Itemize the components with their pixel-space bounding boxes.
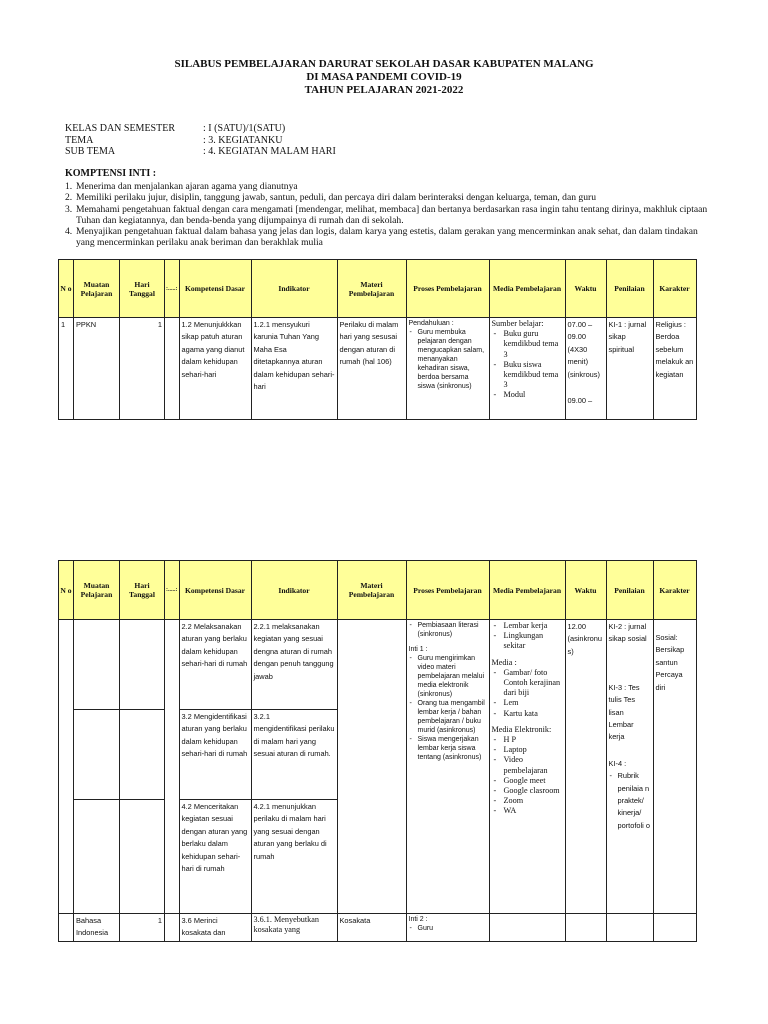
cell-kd: 4.2 Menceritakan kegiatan sesuai dengan aturan yang berlaku dalam kehidupan sehari-hari di rumah: [179, 800, 251, 914]
cell-no: [59, 914, 74, 942]
info-key: KELAS DAN SEMESTER: [65, 123, 176, 134]
cell-no: [59, 620, 74, 914]
table-header-row: [59, 260, 697, 318]
media-item: - Buku guru kemdikbud tema 3: [492, 329, 563, 360]
title-line-1: SILABUS PEMBELAJARAN DARURAT SEKOLAH DASAR KABUPATEN MALANG: [174, 58, 594, 70]
col-header-hari: Hari Tanggal: [120, 561, 165, 620]
col-header-dots: :.....:: [165, 561, 180, 620]
proses-item: - Guru: [409, 924, 487, 933]
col-header-media: Media Pembelajaran: [489, 260, 565, 318]
proses-title: Pendahuluan :: [408, 320, 454, 327]
col-header-proses: Proses Pembelajaran: [406, 260, 489, 318]
col-header-waktu: Waktu: [565, 561, 606, 620]
col-header-muatan: Muatan Pelajaran: [74, 260, 120, 318]
cell-penilaian: [606, 914, 653, 942]
media-item: - Lingkungan sekitar: [492, 631, 563, 651]
cell-kd: 3.6 Merinci kosakata dan: [179, 914, 251, 942]
col-header-karakter: Karakter: [653, 561, 696, 620]
cell-proses: [406, 318, 489, 420]
cell-media: [489, 318, 565, 420]
cell-waktu: 12.00 (asinkronu s): [565, 620, 606, 914]
col-header-materi: Materi Pembelajaran: [337, 260, 406, 318]
cell-blank: [165, 318, 180, 420]
info-value: : 3. KEGIATANKU: [203, 134, 283, 146]
info-row-tema: [65, 135, 336, 147]
cell-penilaian: KI-1 : jurnal sikap spiritual: [606, 318, 653, 420]
cell-kd: 2.2 Melaksanakan aturan yang berlaku dalam kehidupan sehari-hari di rumah: [179, 620, 251, 710]
cell-hari: [120, 800, 165, 914]
proses-inti-title: Inti 1 :: [408, 646, 428, 653]
ki-title: KOMPTENSI INTI :: [65, 168, 157, 179]
ki-item: 2. Memiliki perilaku jujur, disiplin, tanggung jawab, santun, peduli, dan percaya diri dalam berinteraksi dengan keluarga, teman, dan guru: [65, 192, 597, 204]
cell-hari: [120, 620, 165, 710]
syllabus-table-2: [58, 560, 697, 942]
col-header-materi: Materi Pembelajaran: [337, 561, 406, 620]
proses-item: - Orang tua mengambil lembar kerja / bahan pembelajaran / buku murid (asinkronus): [409, 699, 487, 735]
info-key: TEMA: [65, 134, 94, 146]
cell-muatan: [74, 620, 120, 710]
cell-karakter: Sosial: Bersikap santun Percaya diri: [653, 620, 696, 914]
media-item: - Buku siswa kemdikbud tema 3: [492, 360, 563, 391]
cell-muatan: Bahasa Indonesia: [74, 914, 120, 942]
ki-item: 4. Menyajikan pengetahuan faktual dalam bahasa yang jelas dan logis, dalam karya yang estetis, dalam gerakan yang mencerminkan anak sehat, dan dalam tindakan yang mencerminkan perilaku anak beriman dan berakhlak mulia: [65, 226, 698, 249]
col-header-indikator: Indikator: [251, 561, 337, 620]
info-row-kelas: [65, 123, 336, 135]
cell-waktu: 07.00 – 09.00 (4X30 menit) (sinkrous) 09.00 –: [565, 318, 606, 420]
document-title: [0, 58, 768, 97]
cell-waktu: [565, 914, 606, 942]
media-title: Sumber belajar:: [491, 319, 544, 328]
proses-item: - Pembiasaan literasi (sinkronus): [409, 621, 487, 639]
col-header-muatan: Muatan Pelajaran: [74, 561, 120, 620]
media-item: - Laptop: [492, 745, 563, 755]
cell-indikator: 3.2.1 mengidentifikasi perilaku di malam hari yang sesuai aturan di rumah.: [251, 710, 337, 800]
kompetensi-inti: [65, 168, 710, 248]
table-row: [59, 914, 697, 942]
media-item: - H P: [492, 735, 563, 745]
ki-item: 1. Menerima dan menjalankan ajaran agama yang dianutnya: [65, 181, 298, 193]
proses-item: - Siswa mengerjakan lembar kerja siswa tentang (asinkronus): [409, 735, 487, 762]
col-header-kd: Kompetensi Dasar: [179, 561, 251, 620]
cell-materi: Perilaku di malam hari yang sesusai dengan aturan di rumah (hal 106): [337, 318, 406, 420]
media-item: - Video pembelajaran: [492, 755, 563, 775]
info-value: : I (SATU)/1(SATU): [203, 123, 286, 134]
cell-hari: 1: [120, 914, 165, 942]
cell-blank: [165, 914, 180, 942]
col-header-no: N o: [59, 260, 74, 318]
cell-hari: 1: [120, 318, 165, 420]
col-header-dots: :.....:: [165, 260, 180, 318]
col-header-media: Media Pembelajaran: [489, 561, 565, 620]
proses-item: - Guru mengirimkan video materi pembelajaran melalui media elektronik (sinkronus): [409, 654, 487, 699]
proses-item: - Guru membuka pelajaran dengan mengucapkan salam, menanyakan kehadiran siswa, berdoa bersama siswa (sinkronus): [409, 328, 487, 391]
table-row: [59, 620, 697, 710]
cell-hari: [120, 710, 165, 800]
cell-blank: [165, 620, 180, 914]
media-item: - Google meet: [492, 776, 563, 786]
cell-kd: 3.2 Mengidentifikasi aturan yang berlaku dalam kehidupan sehari-hari di rumah: [179, 710, 251, 800]
media-item: - Zoom: [492, 796, 563, 806]
cell-muatan: [74, 710, 120, 800]
cell-indikator: 4.2.1 menunjukkan perilaku di malam hari yang sesuai dengan aturan yang berlaku di rumah: [251, 800, 337, 914]
info-key: SUB TEMA: [65, 146, 116, 157]
cell-indikator: 2.2.1 melaksanakan kegiatan yang sesuai dengna aturan di rumah dengan penuh tanggung jawab: [251, 620, 337, 710]
info-row-subtema: [65, 146, 336, 158]
media-item: - Gambar/ foto Contoh kerajinan dari biji: [492, 668, 563, 699]
cell-muatan: PPKN: [74, 318, 120, 420]
penilaian-item: - Rubrik penilaia n praktek/ kinerja/ portofoli o: [609, 770, 651, 832]
cell-karakter: [653, 914, 696, 942]
col-header-waktu: Waktu: [565, 260, 606, 318]
cell-proses: Inti 2 : - Guru: [406, 914, 489, 942]
cell-materi: [337, 620, 406, 914]
cell-no: 1: [59, 318, 74, 420]
col-header-penilaian: Penilaian: [606, 260, 653, 318]
cell-penilaian: KI-2 : jurnal sikap sosial KI-3 : Tes tulis Tes lisan Lembar kerja KI-4 : - Rubrik penilaia n praktek/ kinerja/ portofoli o: [606, 620, 653, 914]
cell-kd: 1.2 Menunjukkkan sikap patuh aturan agama yang dianut dalam kehidupan sehari-hari: [179, 318, 251, 420]
col-header-kd: Kompetensi Dasar: [179, 260, 251, 318]
cell-muatan: [74, 800, 120, 914]
col-header-hari: Hari Tanggal: [120, 260, 165, 318]
cell-media: [489, 620, 565, 914]
cell-proses: [406, 620, 489, 914]
table-row: [59, 318, 697, 420]
media-item: - Lembar kerja: [492, 621, 563, 631]
media-title: Media Elektronik:: [491, 724, 552, 734]
cell-materi: Kosakata: [337, 914, 406, 942]
ki-item: 3. Memahami pengetahuan faktual dengan cara mengamati [mendengar, melihat, membaca] dan bertanya berdasarkan rasa ingin tahu tentang dirinya, makhluk ciptaan Tuhan dan kegiatannya, dan benda-benda yang dijumpainya di rumah dan di sekolah.: [65, 203, 708, 226]
media-item: - Lem: [492, 698, 563, 708]
media-item: - WA: [492, 806, 563, 816]
info-value: : 4. KEGIATAN MALAM HARI: [203, 146, 336, 157]
cell-media: [489, 914, 565, 942]
media-item: - Google clasroom: [492, 786, 563, 796]
col-header-karakter: Karakter: [653, 260, 696, 318]
col-header-no: N o: [59, 561, 74, 620]
cell-indikator: 3.6.1. Menyebutkan kosakata yang: [251, 914, 337, 942]
title-line-3: TAHUN PELAJARAN 2021-2022: [304, 84, 464, 96]
cell-karakter: Religius : Berdoa sebelum melakuk an kegiatan: [653, 318, 696, 420]
media-item: - Kartu kata: [492, 709, 563, 719]
media-title: Media :: [491, 657, 517, 667]
media-item: - Modul: [492, 390, 563, 400]
table-header-row: [59, 561, 697, 620]
title-line-2: DI MASA PANDEMI COVID-19: [306, 71, 462, 83]
col-header-penilaian: Penilaian: [606, 561, 653, 620]
col-header-indikator: Indikator: [251, 260, 337, 318]
class-info: [65, 123, 336, 158]
cell-indikator: 1.2.1 mensyukuri karunia Tuhan Yang Maha Esa ditetapkannya aturan dalam kehidupan sehari-hari: [251, 318, 337, 420]
syllabus-table-1: [58, 259, 697, 420]
col-header-proses: Proses Pembelajaran: [406, 561, 489, 620]
